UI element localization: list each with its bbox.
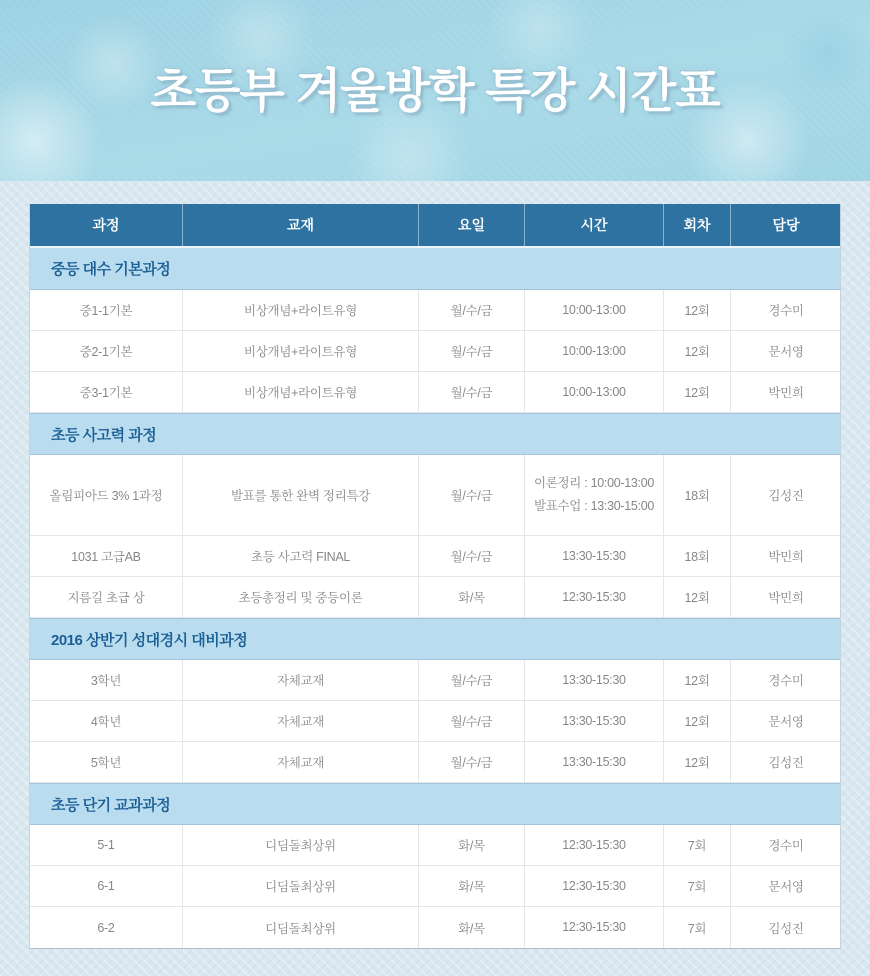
cell-time	[525, 455, 664, 535]
cell-teacher: 박민희	[768, 550, 804, 564]
cell-textbook: 디딤돌최상위	[183, 907, 419, 948]
column-header-teacher: 담당	[772, 217, 800, 233]
cell-teacher: 경수미	[768, 839, 804, 853]
cell-sessions: 18회	[664, 455, 731, 535]
cell-course: 5-1	[30, 825, 183, 865]
section-header: 2016 상반기 성대경시 대비과정	[30, 618, 840, 660]
cell-textbook: 자체교재	[183, 701, 419, 741]
cell-teacher: 박민희	[768, 591, 804, 605]
cell-days: 화/목	[419, 907, 525, 948]
cell-course: 3학년	[30, 660, 183, 700]
cell-time	[525, 866, 664, 906]
table-row	[30, 536, 840, 577]
cell-sessions: 12회	[664, 660, 731, 700]
cell-teacher: 김성진	[768, 921, 804, 936]
cell-days: 월/수/금	[419, 536, 525, 576]
banner	[0, 0, 870, 181]
time-line: 10:00-13:00	[562, 302, 626, 317]
table-row	[30, 290, 840, 331]
column-header-days: 요일	[419, 204, 525, 246]
cell-sessions: 7회	[664, 907, 731, 948]
cell-time	[525, 825, 664, 865]
cell-time	[525, 290, 664, 330]
cell-time	[525, 577, 664, 617]
table-row	[30, 742, 840, 783]
cell-teacher: 문서영	[768, 345, 804, 359]
time-line: 13:30-15:30	[562, 672, 626, 687]
table-header-row	[30, 204, 840, 248]
cell-teacher: 김성진	[768, 489, 804, 503]
cell-time	[525, 536, 664, 576]
cell-course: 올림피아드 3% 1과정	[30, 455, 183, 535]
cell-time	[525, 907, 664, 948]
cell-textbook: 초등 사고력 FINAL	[183, 536, 419, 576]
cell-textbook: 자체교재	[183, 742, 419, 782]
cell-textbook: 비상개념+라이트유형	[183, 372, 419, 412]
cell-teacher: 경수미	[768, 674, 804, 688]
cell-days: 월/수/금	[419, 331, 525, 371]
cell-time	[525, 372, 664, 412]
cell-days: 월/수/금	[419, 290, 525, 330]
cell-course: 6-2	[30, 907, 183, 948]
column-header-textbook: 교재	[183, 204, 419, 246]
cell-time	[525, 742, 664, 782]
cell-course: 6-1	[30, 866, 183, 906]
cell-teacher: 문서영	[768, 715, 804, 729]
cell-course: 중3-1기본	[30, 372, 183, 412]
time-line: 12:30-15:30	[562, 589, 626, 604]
cell-sessions: 7회	[664, 866, 731, 906]
column-header-sessions: 회차	[664, 204, 731, 246]
cell-textbook: 비상개념+라이트유형	[183, 331, 419, 371]
cell-time	[525, 331, 664, 371]
cell-time	[525, 660, 664, 700]
cell-course: 4학년	[30, 701, 183, 741]
timetable	[29, 204, 841, 949]
cell-time	[525, 701, 664, 741]
cell-days: 화/목	[419, 825, 525, 865]
time-line: 13:30-15:30	[562, 754, 626, 769]
cell-textbook: 발표를 통한 완벽 정리특강	[183, 455, 419, 535]
time-line: 발표수업 : 13:30-15:00	[533, 499, 655, 513]
section-header: 중등 대수 기본과정	[30, 248, 840, 290]
time-line: 12:30-15:30	[562, 837, 626, 852]
time-line: 13:30-15:30	[562, 713, 626, 728]
table-row	[30, 825, 840, 866]
table-row	[30, 907, 840, 948]
table-row	[30, 866, 840, 907]
column-header-course: 과정	[30, 204, 183, 246]
time-line: 10:00-13:00	[562, 384, 626, 399]
cell-sessions: 12회	[664, 577, 731, 617]
table-body	[30, 248, 840, 948]
cell-sessions: 12회	[664, 331, 731, 371]
table-row	[30, 660, 840, 701]
table-row	[30, 577, 840, 618]
cell-days: 화/목	[419, 577, 525, 617]
cell-course: 중1-1기본	[30, 290, 183, 330]
cell-sessions: 12회	[664, 742, 731, 782]
cell-textbook: 자체교재	[183, 660, 419, 700]
cell-course: 지름길 초급 상	[30, 577, 183, 617]
cell-days: 월/수/금	[419, 455, 525, 535]
cell-teacher: 김성진	[768, 756, 804, 770]
cell-sessions: 12회	[664, 701, 731, 741]
cell-course: 1031 고급AB	[30, 536, 183, 576]
cell-textbook: 비상개념+라이트유형	[183, 290, 419, 330]
cell-sessions: 12회	[664, 290, 731, 330]
cell-textbook: 디딤돌최상위	[183, 866, 419, 906]
column-header-time: 시간	[525, 204, 664, 246]
time-line: 12:30-15:30	[562, 920, 626, 934]
cell-textbook: 초등총정리 및 중등이론	[183, 577, 419, 617]
cell-sessions: 12회	[664, 372, 731, 412]
cell-days: 월/수/금	[419, 372, 525, 412]
table-row	[30, 455, 840, 536]
time-line: 13:30-15:30	[562, 548, 626, 563]
cell-teacher: 경수미	[768, 304, 804, 318]
table-row	[30, 701, 840, 742]
cell-days: 월/수/금	[419, 742, 525, 782]
cell-course: 중2-1기본	[30, 331, 183, 371]
cell-teacher: 문서영	[768, 880, 804, 894]
cell-course: 5학년	[30, 742, 183, 782]
cell-sessions: 7회	[664, 825, 731, 865]
cell-textbook: 디딤돌최상위	[183, 825, 419, 865]
page-title: 초등부 겨울방학 특강 시간표	[150, 64, 720, 117]
cell-days: 화/목	[419, 866, 525, 906]
time-line: 10:00-13:00	[562, 343, 626, 358]
time-line: 이론정리 : 10:00-13:00	[533, 476, 655, 490]
table-row	[30, 331, 840, 372]
cell-sessions: 18회	[664, 536, 731, 576]
table-row	[30, 372, 840, 413]
section-header: 초등 단기 교과과정	[30, 783, 840, 825]
cell-days: 월/수/금	[419, 660, 525, 700]
section-header: 초등 사고력 과정	[30, 413, 840, 455]
cell-teacher: 박민희	[768, 386, 804, 400]
time-line: 12:30-15:30	[562, 878, 626, 893]
cell-days: 월/수/금	[419, 701, 525, 741]
